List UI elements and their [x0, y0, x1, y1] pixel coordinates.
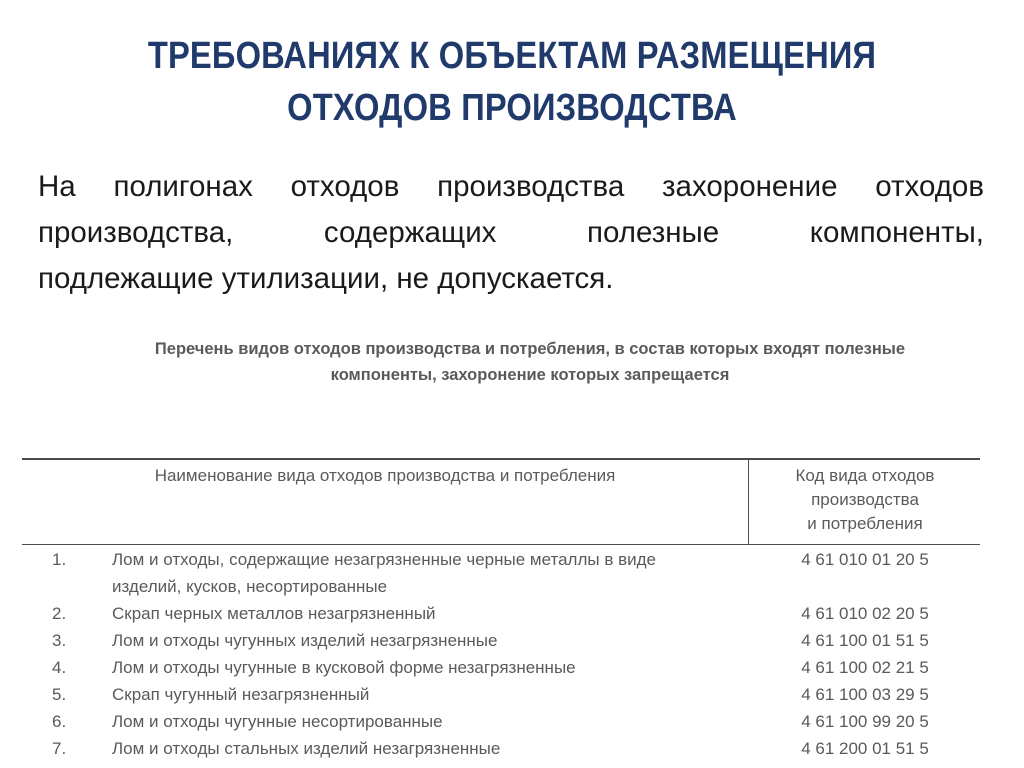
- row-name: Лом и отходы чугунных изделий незагрязненные: [112, 631, 498, 650]
- header-name-column: Наименование вида отходов производства и потребления: [154, 466, 616, 485]
- row-code: 4 61 010 01 20 5: [801, 550, 929, 569]
- body-line-3: подлежащие утилизации, не допускается.: [38, 262, 614, 295]
- header-code-line-3: и потребления: [807, 514, 923, 533]
- slide-title: [72, 30, 953, 134]
- slide-title-line-2: ОТХОДОВ ПРОИЗВОДСТВА: [287, 87, 737, 129]
- table-row: [22, 735, 980, 762]
- table-row: [22, 654, 980, 681]
- row-name: Скрап черных металлов незагрязненный: [112, 604, 436, 623]
- row-number: 7.: [52, 739, 67, 758]
- row-number: 6.: [52, 712, 67, 731]
- body-line-1: На полигонах отходов производства захоронение отходов: [38, 170, 984, 203]
- row-code: 4 61 100 03 29 5: [801, 685, 929, 704]
- header-bottom-rule: [22, 544, 980, 545]
- row-number: 4.: [52, 658, 67, 677]
- row-number: 3.: [52, 631, 67, 650]
- row-code: 4 61 010 02 20 5: [801, 604, 929, 623]
- row-name: Лом и отходы чугунные в кусковой форме незагрязненные: [112, 658, 576, 677]
- row-name: Лом и отходы стальных изделий незагрязненные: [112, 739, 501, 758]
- table-caption-line-2: компоненты, захоронение которых запрещается: [330, 366, 730, 384]
- header-code-line-2: производства: [811, 490, 919, 509]
- table-row: [22, 600, 980, 627]
- row-name: Лом и отходы, содержащие незагрязненные черные металлы в виде изделий, кусков, несортированные: [112, 550, 656, 596]
- table-header: [22, 460, 980, 544]
- row-code: 4 61 100 01 51 5: [801, 631, 929, 650]
- table-row: [22, 708, 980, 735]
- row-number: 1.: [52, 550, 67, 569]
- table-row: [22, 546, 980, 600]
- slide-title-line-1: ТРЕБОВАНИЯХ К ОБЪЕКТАМ РАЗМЕЩЕНИЯ: [147, 35, 877, 77]
- header-code-line-1: Код вида отходов: [795, 466, 935, 485]
- row-number: 5.: [52, 685, 67, 704]
- header-divider: [748, 460, 749, 544]
- table-row: [22, 627, 980, 654]
- table-row: [22, 681, 980, 708]
- row-code: 4 61 100 02 21 5: [801, 658, 929, 677]
- body-line-2: производства, содержащих полезные компоненты,: [38, 216, 984, 249]
- row-code: 4 61 100 99 20 5: [801, 712, 929, 731]
- table-caption: [60, 336, 1000, 388]
- row-name: Скрап чугунный незагрязненный: [112, 685, 370, 704]
- table-caption-line-1: Перечень видов отходов производства и потребления, в состав которых входят полезные: [154, 340, 906, 358]
- row-name: Лом и отходы чугунные несортированные: [112, 712, 443, 731]
- row-code: 4 61 200 01 51 5: [801, 739, 929, 758]
- table-body: [22, 546, 980, 762]
- body-paragraph: [38, 164, 984, 302]
- row-number: 2.: [52, 604, 67, 623]
- header-code-column: [750, 464, 980, 536]
